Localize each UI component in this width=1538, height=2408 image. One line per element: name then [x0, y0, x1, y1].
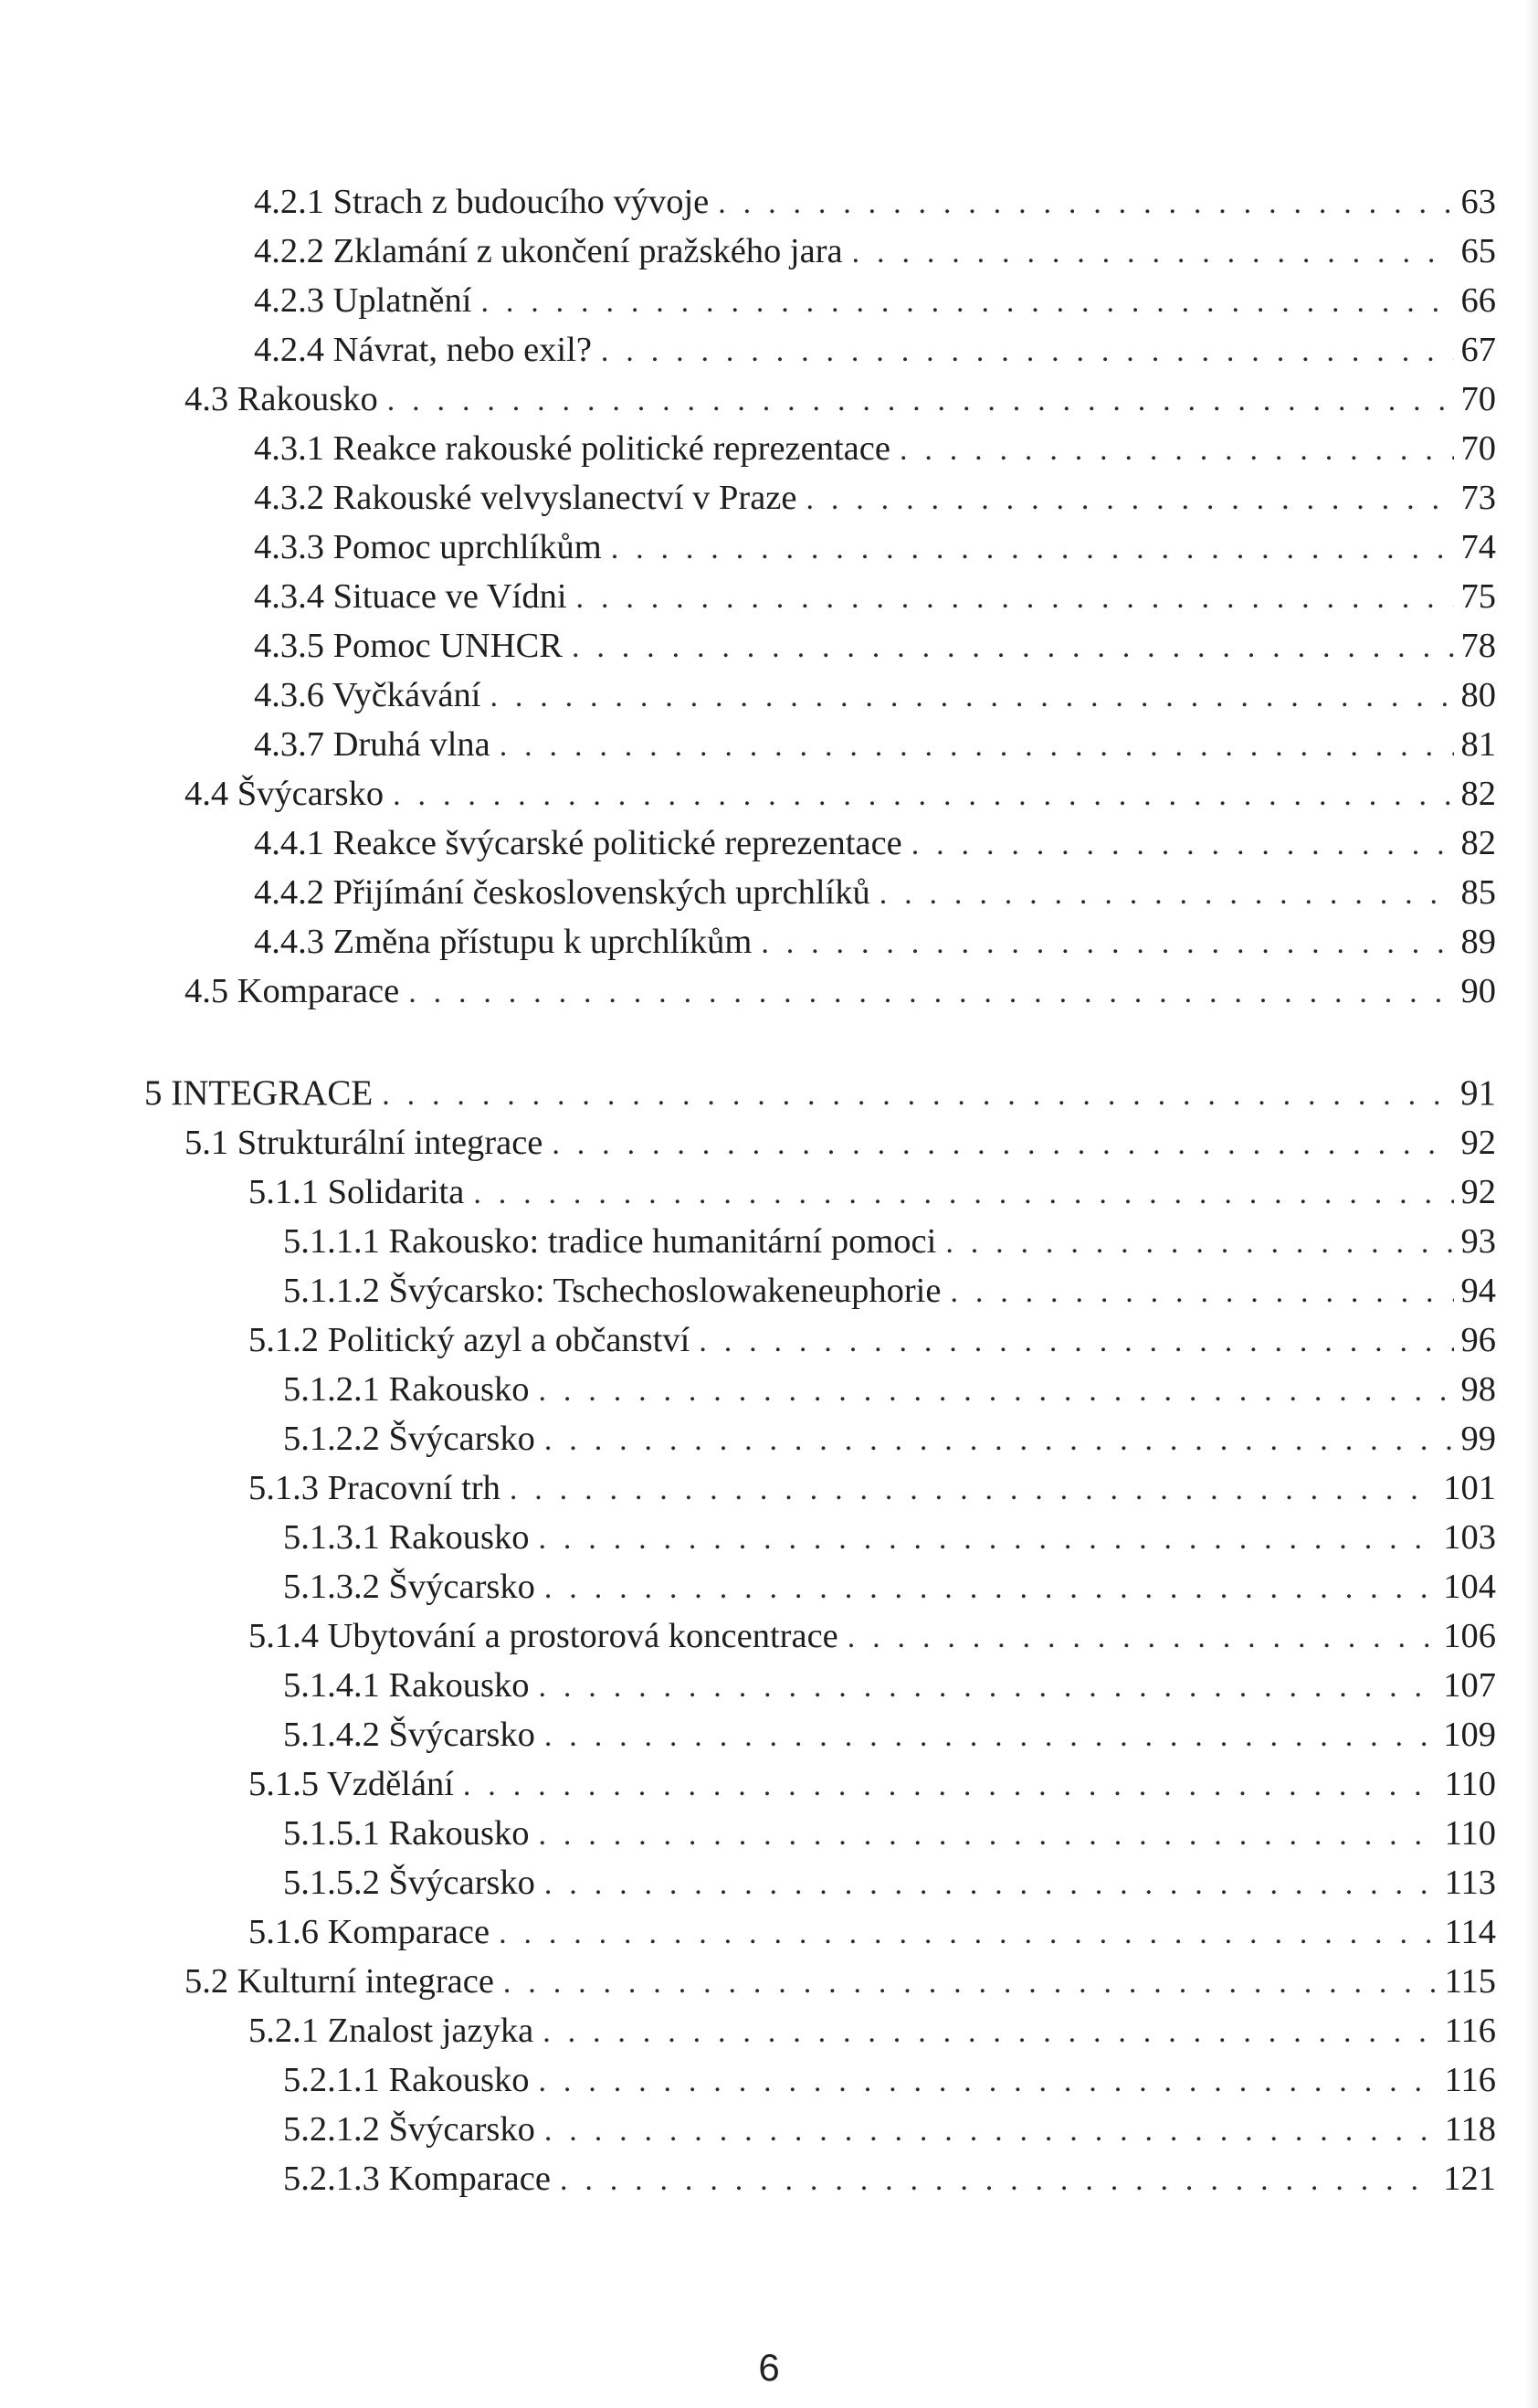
toc-entry-page: 113: [1444, 1864, 1496, 1902]
toc-entry: [248, 1611, 1496, 1661]
toc-entry-title: 4.2.4 Návrat, nebo exil?: [254, 331, 592, 369]
toc-entry-title: 4.3.1 Reakce rakouské politické reprezentace: [254, 429, 890, 468]
toc-entry-title: 4.3.6 Vyčkávání: [254, 676, 481, 714]
toc-entry-title: 5.1.4.1 Rakousko: [283, 1666, 530, 1705]
toc-entry: [184, 375, 1496, 424]
dot-leader: [539, 1515, 1437, 1564]
toc-entry: [248, 1907, 1496, 1957]
dot-leader: [761, 919, 1453, 968]
toc-entry-page: 65: [1460, 232, 1496, 270]
toc-entry-title: 5.1.4 Ubytování a prostorová koncentrace: [248, 1617, 838, 1655]
dot-leader: [480, 278, 1453, 327]
dot-leader: [950, 1268, 1453, 1317]
toc-entry-page: 70: [1460, 380, 1496, 418]
toc-entry: [254, 325, 1496, 375]
toc-entry: [248, 2006, 1496, 2055]
dot-leader: [539, 1663, 1437, 1712]
dot-leader: [393, 771, 1453, 820]
toc-entry-page: 101: [1443, 1469, 1496, 1507]
toc-entry-title: 5.2.1.3 Komparace: [283, 2160, 551, 2198]
toc-entry: [283, 1710, 1496, 1759]
toc-entry-page: 82: [1460, 775, 1496, 813]
toc-entry-page: 98: [1460, 1370, 1496, 1409]
dot-leader: [806, 475, 1453, 524]
toc-entry-title: 4.3.4 Situace ve Vídni: [254, 577, 567, 616]
toc-entry: [248, 1315, 1496, 1365]
dot-leader: [473, 1169, 1453, 1219]
toc-entry-title: 5.1.1.1 Rakousko: tradice humanitární pomoci: [283, 1222, 937, 1261]
toc-entry-title: 5.1.4.2 Švýcarsko: [283, 1716, 535, 1754]
dot-leader: [544, 1860, 1438, 1909]
toc-entry-page: 67: [1460, 331, 1496, 369]
toc-entry-page: 73: [1460, 479, 1496, 517]
toc-entry-title: 4.4 Švýcarsko: [184, 775, 384, 813]
dot-leader: [852, 228, 1454, 278]
dot-leader: [911, 820, 1454, 870]
toc-entry-page: 85: [1460, 873, 1496, 912]
toc-entry-page: 116: [1444, 2012, 1496, 2050]
toc-entry-page: 78: [1460, 627, 1496, 665]
toc-entry-page: 116: [1444, 2061, 1496, 2099]
toc-entry-title: 4.3.2 Rakouské velvyslanectví v Praze: [254, 479, 797, 517]
toc-entry-page: 91: [1460, 1073, 1496, 1113]
toc-entry-page: 103: [1443, 1518, 1496, 1557]
toc-entry-title: 5.1.5.1 Rakousko: [283, 1814, 530, 1853]
toc-entry-page: 110: [1444, 1765, 1496, 1803]
toc-entry-title: 5 INTEGRACE: [144, 1073, 374, 1113]
dot-leader: [544, 2107, 1438, 2156]
toc-entry: [254, 177, 1496, 227]
dot-leader: [699, 1317, 1453, 1367]
dot-leader: [539, 1811, 1438, 1860]
toc-entry: [283, 1513, 1496, 1562]
toc-entry-page: 110: [1444, 1814, 1496, 1853]
toc-entry: [254, 523, 1496, 572]
toc-entry: [248, 1167, 1496, 1217]
dot-leader: [560, 2156, 1436, 2205]
toc-entry: [254, 424, 1496, 473]
toc-entry-title: 5.1.2 Politický azyl a občanství: [248, 1321, 690, 1359]
toc-entry: [283, 1266, 1496, 1315]
toc-entry-title: 5.1 Strukturální integrace: [184, 1124, 543, 1162]
toc-entry-page: 104: [1443, 1568, 1496, 1606]
toc-entry: [254, 917, 1496, 966]
dot-leader: [382, 1071, 1453, 1120]
toc-entry-title: 5.1.2.2 Švýcarsko: [283, 1420, 535, 1458]
dot-leader: [900, 426, 1454, 475]
toc-entry-title: 5.2.1.2 Švýcarsko: [283, 2110, 535, 2149]
toc-entry-page: 92: [1460, 1173, 1496, 1211]
dot-leader: [503, 1959, 1438, 2008]
toc-entry: [248, 1759, 1496, 1809]
toc-entry: [254, 720, 1496, 769]
toc-entry: [254, 276, 1496, 325]
toc-entry: [184, 1118, 1496, 1167]
toc-entry: [254, 227, 1496, 276]
dot-leader: [544, 1712, 1436, 1761]
toc-entry-title: 4.2.3 Uplatnění: [254, 281, 472, 320]
toc-entry-page: 114: [1444, 1913, 1496, 1951]
toc-entry-page: 90: [1460, 972, 1496, 1010]
toc-entry-title: 5.1.2.1 Rakousko: [283, 1370, 530, 1409]
toc-entry-page: 81: [1460, 725, 1496, 764]
dot-leader: [387, 376, 1454, 426]
dot-leader: [552, 1120, 1453, 1169]
toc-entry: [283, 2105, 1496, 2154]
toc-chapter-entry: [144, 1069, 1496, 1118]
toc-entry-page: 96: [1460, 1321, 1496, 1359]
toc-entry: [184, 1957, 1496, 2006]
toc-entry-page: 94: [1460, 1272, 1496, 1310]
toc-entry: [283, 1414, 1496, 1463]
toc-entry: [283, 1858, 1496, 1907]
toc-entry: [283, 1809, 1496, 1858]
toc-entry-title: 4.4.1 Reakce švýcarské politické reprezentace: [254, 824, 902, 862]
toc-entry-page: 74: [1460, 528, 1496, 566]
toc-entry-title: 5.2 Kulturní integrace: [184, 1962, 494, 2001]
toc-entry: [283, 1562, 1496, 1611]
toc-entry: [254, 868, 1496, 917]
dot-leader: [544, 1416, 1454, 1465]
dot-leader: [499, 1909, 1438, 1959]
dot-leader: [490, 672, 1453, 722]
toc-entry: [184, 966, 1496, 1016]
dot-leader: [463, 1761, 1438, 1811]
toc-entry-page: 66: [1460, 281, 1496, 320]
toc-entry-title: 4.2.2 Zklamání z ukončení pražského jara: [254, 232, 843, 270]
toc-entry: [254, 473, 1496, 523]
toc-entry-title: 4.3.7 Druhá vlna: [254, 725, 490, 764]
toc-entry-page: 89: [1460, 923, 1496, 961]
toc-entry: [283, 1217, 1496, 1266]
toc-entry-page: 115: [1444, 1962, 1496, 2001]
toc-entry-title: 4.3.3 Pomoc uprchlíkům: [254, 528, 602, 566]
toc-entry-title: 4.2.1 Strach z budoucího vývoje: [254, 183, 710, 221]
dot-leader: [611, 524, 1454, 574]
toc-entry-title: 5.1.3.1 Rakousko: [283, 1518, 530, 1557]
toc-entry-title: 5.1.3 Pracovní trh: [248, 1469, 500, 1507]
toc-entry: [254, 819, 1496, 868]
toc-entry-page: 109: [1443, 1716, 1496, 1754]
toc-entry-page: 118: [1444, 2110, 1496, 2149]
dot-leader: [408, 968, 1453, 1018]
toc-entry-page: 80: [1460, 676, 1496, 714]
toc-entry: [254, 572, 1496, 621]
toc-entry-page: 75: [1460, 577, 1496, 616]
dot-leader: [945, 1219, 1453, 1268]
dot-leader: [848, 1613, 1437, 1663]
toc-entry-page: 106: [1443, 1617, 1496, 1655]
toc-entry: [254, 671, 1496, 720]
toc-entry-title: 5.1.5 Vzdělání: [248, 1765, 454, 1803]
toc-entry-title: 5.2.1 Znalost jazyka: [248, 2012, 534, 2050]
dot-leader: [718, 179, 1453, 228]
toc-entry: [254, 621, 1496, 671]
dot-leader: [510, 1465, 1436, 1515]
dot-leader: [880, 870, 1454, 919]
toc-entry-page: 63: [1460, 183, 1496, 221]
dot-leader: [539, 2057, 1438, 2107]
dot-leader: [539, 1367, 1454, 1416]
toc-entry-title: 5.1.1.2 Švýcarsko: Tschechoslowakeneuphorie: [283, 1272, 942, 1310]
toc-entry-title: 5.1.6 Komparace: [248, 1913, 490, 1951]
toc-entry-title: 4.5 Komparace: [184, 972, 400, 1010]
toc-entry: [283, 2154, 1496, 2203]
toc-entry-page: 93: [1460, 1222, 1496, 1261]
toc-entry-page: 82: [1460, 824, 1496, 862]
toc-entry-page: 92: [1460, 1124, 1496, 1162]
toc-entry-title: 5.1.1 Solidarita: [248, 1173, 465, 1211]
dot-leader: [576, 574, 1454, 623]
toc-entry: [283, 1661, 1496, 1710]
toc-entry-page: 99: [1460, 1420, 1496, 1458]
toc-entry: [283, 2055, 1496, 2105]
dot-leader: [572, 623, 1454, 672]
toc-entry-title: 4.3 Rakousko: [184, 380, 378, 418]
toc-entry-title: 4.4.2 Přijímání československých uprchlíků: [254, 873, 870, 912]
toc-entry-page: 70: [1460, 429, 1496, 468]
toc-entry: [283, 1365, 1496, 1414]
dot-leader: [543, 2008, 1437, 2057]
toc-entry: [184, 769, 1496, 819]
page-edge-shadow: [1525, 0, 1538, 2408]
toc-entry-page: 121: [1443, 2160, 1496, 2198]
dot-leader: [500, 722, 1454, 771]
dot-leader: [544, 1564, 1436, 1613]
toc-entry: [248, 1463, 1496, 1513]
toc-entry-title: 4.4.3 Změna přístupu k uprchlíkům: [254, 923, 753, 961]
page-number: 6: [758, 2346, 780, 2389]
toc-entry-title: 5.1.3.2 Švýcarsko: [283, 1568, 535, 1606]
toc-entry-title: 4.3.5 Pomoc UNHCR: [254, 627, 563, 665]
toc-entry-title: 5.1.5.2 Švýcarsko: [283, 1864, 535, 1902]
dot-leader: [601, 327, 1454, 376]
toc-entry-page: 107: [1443, 1666, 1496, 1705]
toc-entry-title: 5.2.1.1 Rakousko: [283, 2061, 530, 2099]
